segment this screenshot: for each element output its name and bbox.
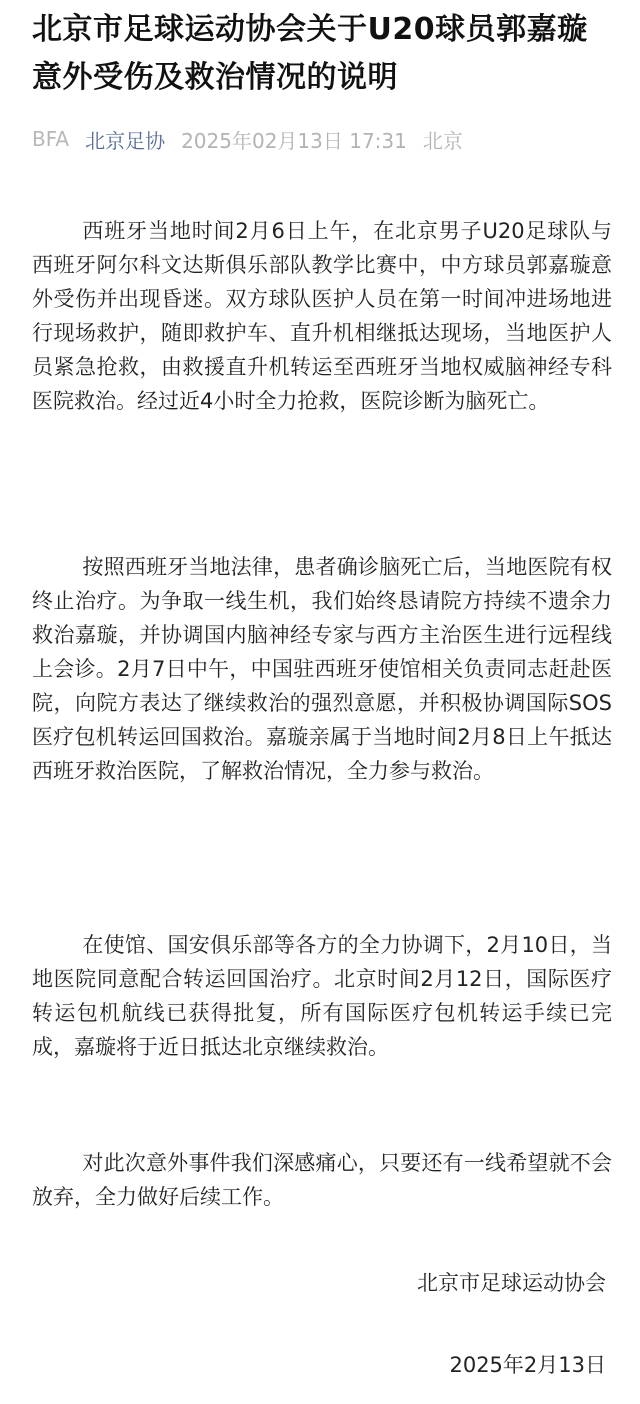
signature-organization: 北京市足球运动协会 bbox=[417, 1271, 606, 1295]
article-title: 北京市足球运动协会关于U20球员郭嘉璇意外受伤及救治情况的说明 bbox=[32, 12, 588, 95]
article-paragraph: 在使馆、国安俱乐部等各方的全力协调下，2月10日，当地医院同意配合转运回国治疗。北京时间2月12日，国际医疗转运包机航线已获得批复，所有国际医疗包机转运手续已完成，嘉璇将于近日抵达北京继续救治。 bbox=[32, 933, 612, 1059]
article-meta bbox=[32, 124, 463, 154]
source-label: BFA bbox=[32, 127, 70, 151]
article-paragraph: 对此次意外事件我们深感痛心，只要还有一线希望就不会放弃，全力做好后续工作。 bbox=[32, 1151, 612, 1209]
publish-location: 北京 bbox=[422, 128, 463, 153]
signature-date: 2025年2月13日 bbox=[449, 1353, 606, 1377]
article-paragraph: 西班牙当地时间2月6日上午，在北京男子U20足球队与西班牙阿尔科文达斯俱乐部队教学比赛中，中方球员郭嘉璇意外受伤并出现昏迷。双方球队医护人员在第一时间冲进场地进行现场救护，随即救护车、直升机相继抵达现场，当地医护人员紧急抢救，由救援直升机转运至西班牙当地权威脑神经专科医院救治。经过近4小时全力抢救，医院诊断为脑死亡。 bbox=[32, 219, 612, 413]
article-paragraph: 按照西班牙当地法律，患者确诊脑死亡后，当地医院有权终止治疗。为争取一线生机，我们始终恳请院方持续不遗余力救治嘉璇，并协调国内脑神经专家与西方主治医生进行远程线上会诊。2月7日中午，中国驻西班牙使馆相关负责同志赶赴医院，向院方表达了继续救治的强烈意愿，并积极协调国际SOS医疗包机转运回国救治。嘉璇亲属于当地时间2月8日上午抵达西班牙救治医院，了解救治情况，全力参与救治。 bbox=[32, 555, 612, 783]
publish-datetime: 2025年02月13日 17:31 bbox=[181, 128, 407, 153]
account-name-link[interactable]: 北京足协 bbox=[85, 128, 166, 153]
